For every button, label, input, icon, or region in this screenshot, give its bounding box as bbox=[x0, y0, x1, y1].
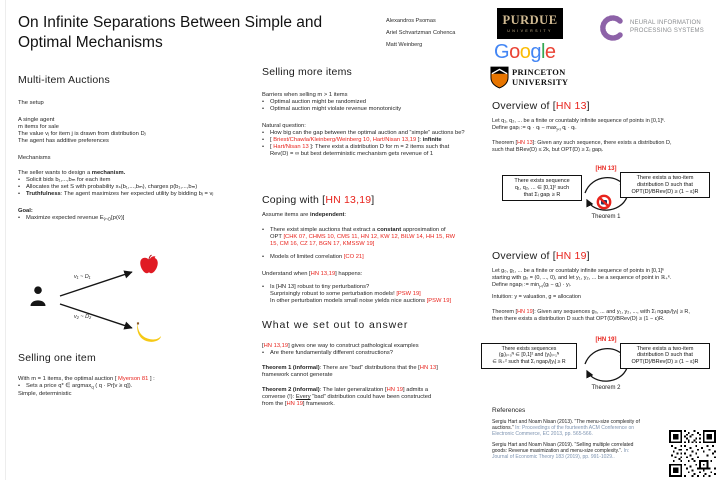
princeton-shield-icon bbox=[490, 66, 509, 89]
text-line: Define ngapᵢ := $\min_{j<i}(gᵢ$ − gⱼ) · yᵢ. bbox=[492, 282, 572, 289]
distribution-box: There exists a two-item distribution D such that OPT(D)/BRev(D) ≥ (1 − ε)R bbox=[620, 343, 710, 369]
text-line: Assume items are independent: bbox=[262, 212, 347, 218]
valuation-label-item2: v₂ ~ D₂ bbox=[74, 314, 92, 321]
arrow-label-hn13: [HN 13] bbox=[595, 166, 617, 173]
hn13-equivalence-diagram bbox=[496, 168, 710, 226]
text-line: from the [HN 19] framework. bbox=[262, 401, 335, 407]
hn19-equivalence-diagram bbox=[492, 336, 710, 397]
text-line: Theorem [HN 19]: Given any sequences g₀, ... and y₁, y₂, ..., with Σᵢ ngapᵢ/|yᵢ| ≥ R, bbox=[492, 308, 690, 315]
text-line: • Maximize expected revenue $E_{v̄\sim D}[p(v̄)]$ bbox=[18, 215, 125, 222]
text-line: converse (!): Every “bad” distribution could have been constructed bbox=[262, 394, 432, 400]
reference-item bbox=[492, 419, 644, 437]
text-line: Theorem 1 (informal): There are “bad” distributions that the [HN 13] bbox=[262, 365, 438, 371]
text-line: • Optimal auction might violate revenue monotonicity bbox=[262, 106, 402, 112]
neurips-text: NEURAL INFORMATION PROCESSING SYSTEMS bbox=[630, 20, 704, 34]
sequence-box: There exists sequence q₁, q₂, ... ∈ [0,1]² such that Σᵢ gapᵢ ≥ R bbox=[502, 175, 582, 201]
text-line: such that BRev(D) ≤ 2k, but OPT(D) ≥ Σᵢ gapᵢ. bbox=[492, 147, 604, 154]
theorem2-caption: Theorem 2 bbox=[591, 384, 621, 391]
reference-main: Sergiu Hart and Noam Nisan (2019). “Selling multiple correlated goods: Revenue maximization and menu-size complexity.”. bbox=[492, 441, 634, 454]
section-heading-selling-one-item: Selling one item bbox=[18, 352, 96, 365]
text-line: Theorem [HN 13]: Given any such sequence, there exists a distribution D, bbox=[492, 140, 672, 147]
text-line: • Solicit bids b₁,...,bₘ for each item bbox=[18, 177, 111, 183]
text-line: framework cannot generate bbox=[262, 372, 333, 378]
text-line: Let q₁, q₂, ... be a finite or countably infinite sequence of points in [0,1]ᵏ. bbox=[492, 118, 666, 124]
reference-item bbox=[492, 442, 644, 460]
column-right bbox=[492, 100, 720, 460]
text-line: Rev(D) = ∞ but best deterministic mechanism gets revenue of 1 bbox=[270, 151, 434, 157]
text-line: A single agent bbox=[18, 117, 55, 123]
text-line: • Are there fundamentally different constructions? bbox=[262, 350, 393, 356]
poster-title bbox=[18, 13, 322, 53]
text-line: • How big can the gap between the optimal auction and “simple” auctions be? bbox=[262, 130, 465, 136]
arrow-label-hn19: [HN 19] bbox=[595, 336, 617, 343]
text-line: • Is [HN 13] robust to tiny perturbations? bbox=[262, 284, 370, 290]
column-middle bbox=[262, 66, 486, 408]
neurips-logo bbox=[599, 14, 704, 41]
valuation-label-item1: v₁ ~ D₁ bbox=[74, 274, 91, 281]
text-line: [HN 13,19] gives one way to construct pathological examples bbox=[262, 343, 419, 349]
text-line: Goal: bbox=[18, 208, 33, 214]
text-line: • Optimal auction might be randomized bbox=[262, 99, 367, 105]
person-icon bbox=[30, 286, 46, 306]
text-line: Natural question: bbox=[262, 123, 306, 129]
purdue-logo bbox=[497, 8, 563, 39]
text-line: Surprisingly robust to some perturbation models! [PSW 19] bbox=[270, 291, 421, 297]
section-heading-selling-more-items: Selling more items bbox=[262, 66, 352, 78]
text-line: In other perturbation models small noise yields nice auctions [PSW 19] bbox=[270, 298, 452, 304]
google-logo: Google bbox=[494, 41, 556, 63]
text-line: Understand when [HN 13,19] happens: bbox=[262, 271, 363, 277]
neurips-swirl-icon bbox=[599, 14, 626, 41]
theorem1-caption: Theorem 1 bbox=[591, 214, 621, 221]
section-heading-overview-hn19: Overview of [HN 19] bbox=[492, 250, 590, 263]
text-line: • Allocates the set S with probability xₛ(b₁,...,bₘ), charges p(b₁,...,bₘ) bbox=[18, 184, 198, 190]
text-line: Define gapᵢ := qᵢ · qᵢ − $\max_{j<i}$ qⱼ · qᵢ. bbox=[492, 125, 577, 132]
title-line-1: On Infinite Separations Between Simple and bbox=[18, 14, 323, 31]
text-line: Simple, deterministic bbox=[18, 390, 72, 397]
text-line: m items for sale bbox=[18, 124, 59, 130]
author: Alexandros Psomas bbox=[386, 18, 436, 24]
text-line: Barriers when selling m > 1 items bbox=[262, 92, 348, 98]
prohibition-icon bbox=[596, 194, 612, 210]
text-line: • [ Briest/Chawla/Kleinberg/Weinberg 10, Hart/Nisan 13,19 ]: infinite bbox=[262, 137, 442, 143]
reference-source: In: Journal of Economic Theory 183 (2019), pp. 991-1029.. bbox=[492, 447, 630, 460]
text-line: The seller wants to design a mechanism. bbox=[18, 170, 126, 176]
text-line: • There exist simple auctions that extract a constant approximation of bbox=[262, 227, 446, 233]
text-line: 15, CM 16, CZ 17, BGN 17, KMSSW 19] bbox=[270, 241, 375, 247]
section-heading-what-we-set-out: What we set out to answer bbox=[262, 319, 409, 331]
text-line: then there exists a distribution D such that OPT(D)/BRev(D) ≥ (1 − ε)R. bbox=[492, 315, 665, 322]
references-heading: References bbox=[492, 406, 526, 414]
reference-main: Sergiu Hart and Noam Nisan (2013). “The menu-size complexity of auctions.” bbox=[492, 418, 640, 431]
text-line: The setup bbox=[18, 100, 44, 106]
agent-items-diagram bbox=[18, 230, 250, 342]
title-line-2: Optimal Mechanisms bbox=[18, 34, 163, 51]
diagram-arrows bbox=[18, 230, 250, 342]
sequence-box: There exists sequences (gᵢ)ᵢ₌₀ᴺ ∈ [0,1]² and (yᵢ)ᵢ₌₁ᴺ ∈ ℝ₊² such that Σᵢ ngapᵢ/|yᵢ| ≥ R bbox=[481, 343, 577, 369]
text-line: Mechanisms bbox=[18, 155, 51, 161]
purdue-sub: UNIVERSITY bbox=[507, 28, 553, 33]
purdue-wordmark: PURDUE bbox=[502, 13, 558, 28]
text-line: OPT [CHK 07, CHMS 10, CMS 11, HN 12, KW 12, BILW 14, HH 15, RW bbox=[270, 234, 456, 240]
text-line: The value vⱼ for item j is drawn from distribution Dⱼ bbox=[18, 131, 146, 137]
section-heading-coping: Coping with [HN 13,19] bbox=[262, 194, 375, 206]
text-line: • Truthfulness: The agent maximizes her expected utility by bidding bⱼ = vⱼ bbox=[18, 191, 214, 197]
text-line: Let g₀, g₁, ... be a finite or countably infinite sequence of points in [0,1]ᵏ bbox=[492, 268, 665, 275]
banana-icon bbox=[135, 322, 162, 342]
section-heading-overview-hn13: Overview of [HN 13] bbox=[492, 100, 590, 112]
text-line: With m = 1 items, the optimal auction [ Myerson 81 ] : bbox=[18, 376, 155, 383]
princeton-logo bbox=[490, 66, 568, 89]
princeton-text: PRINCETON UNIVERSITY bbox=[512, 67, 569, 87]
author: Ariel Schvartzman Cohenca bbox=[386, 30, 456, 36]
apple-icon bbox=[138, 254, 160, 276]
author: Matt Weinberg bbox=[386, 42, 423, 48]
poster-edge-line bbox=[5, 0, 6, 480]
author-list bbox=[386, 15, 455, 51]
text-line: • [ Hart/Nisan 13 ]: There exist a distribution D for m = 2 items such that bbox=[262, 144, 450, 150]
text-line: Intuition: y = valuation, g = allocation bbox=[492, 293, 581, 300]
text-line: The agent has additive preferences bbox=[18, 138, 109, 144]
text-line: • Models of limited correlation [CO 21] bbox=[262, 254, 364, 260]
text-line: • Sets a price q* ∈ argmax$_q$ ( q · Pr[v ≥ q]). bbox=[18, 383, 133, 390]
qr-code bbox=[669, 430, 716, 477]
text-line: Theorem 2 (informal): The later generalization [HN 19] admits a bbox=[262, 387, 429, 393]
column-left bbox=[18, 74, 250, 398]
section-heading-multi-item-auctions: Multi-item Auctions bbox=[18, 74, 110, 86]
distribution-box: There exists a two-item distribution D such that OPT(D)/BRev(D) ≥ (1 − ε)R bbox=[620, 172, 710, 198]
reference-source: In: Proceedings of the fourteenth ACM Conference on Electronic Commerce, EC 2013, pp. 565-566. bbox=[492, 424, 635, 437]
text-line: starting with g₀ = (0, ..., 0), and let y₁, y₂, ... be a sequence of point in ℝ₊ᵏ. bbox=[492, 275, 672, 282]
